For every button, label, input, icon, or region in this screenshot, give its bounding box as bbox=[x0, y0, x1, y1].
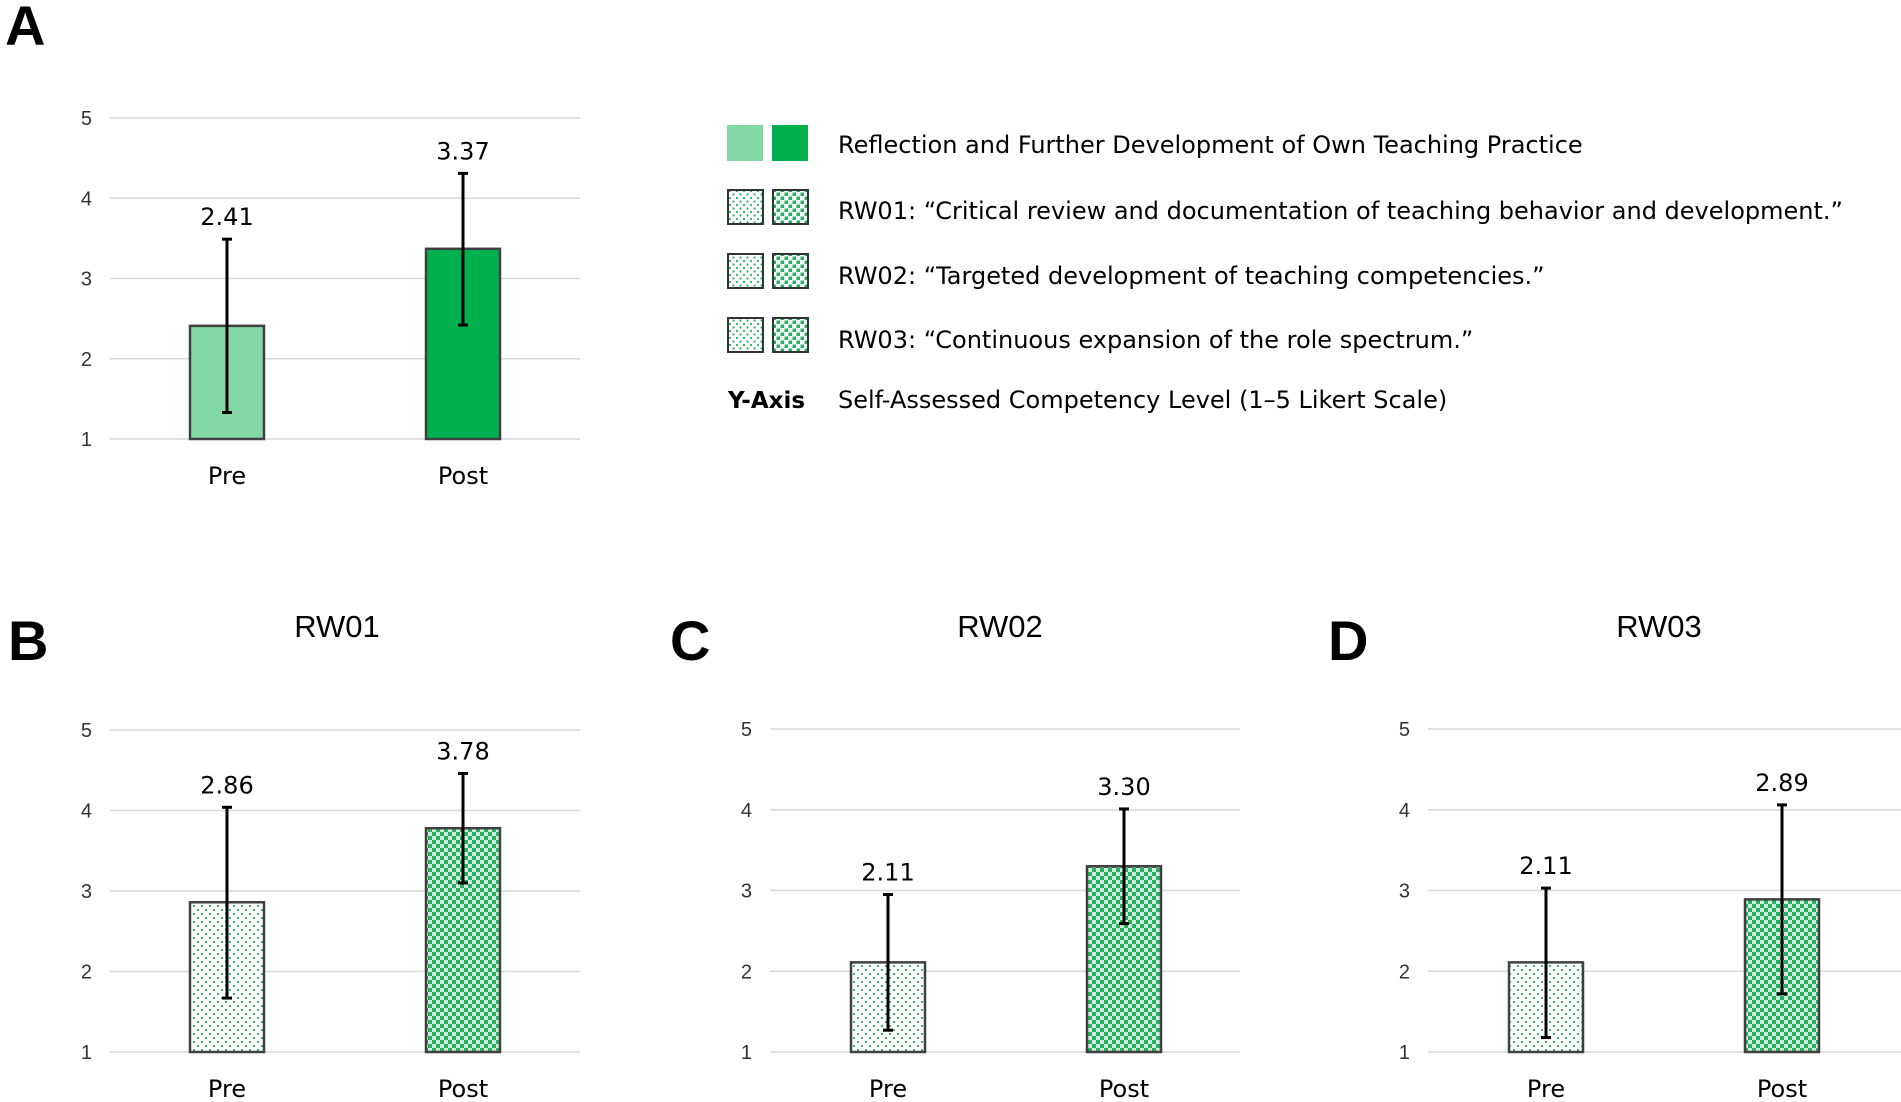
x-category-label: Post bbox=[437, 462, 489, 490]
legend-item-2: RW02: “Targeted development of teaching competencies.” bbox=[838, 262, 1545, 290]
legend-y-axis-key: Y-Axis bbox=[728, 388, 806, 414]
data-label: 2.11 bbox=[1519, 852, 1573, 881]
y-tick-label: 1 bbox=[80, 1042, 92, 1064]
chart-panel-c bbox=[741, 609, 1240, 1102]
legend-swatch-post-pattern bbox=[773, 190, 808, 224]
legend-swatch-pre-pattern bbox=[728, 190, 763, 224]
panel-letter-c: C bbox=[670, 609, 711, 672]
y-tick-label: 2 bbox=[740, 961, 752, 984]
chart-title: RW02 bbox=[957, 609, 1043, 644]
x-category-label: Pre bbox=[207, 1075, 247, 1102]
y-tick-label: 1 bbox=[740, 1042, 752, 1064]
legend-swatch-post-pattern bbox=[773, 254, 808, 288]
data-label: 2.89 bbox=[1755, 768, 1809, 797]
legend bbox=[727, 125, 1843, 414]
y-tick-label: 3 bbox=[1398, 880, 1410, 903]
legend-swatch-pre-solid bbox=[727, 125, 763, 161]
data-label: 3.37 bbox=[436, 137, 490, 166]
data-label: 2.86 bbox=[200, 771, 254, 800]
y-tick-label: 5 bbox=[80, 108, 92, 130]
panel-letter-a: A bbox=[5, 0, 46, 57]
y-tick-label: 5 bbox=[1398, 719, 1410, 741]
panel-letter-d: D bbox=[1328, 609, 1369, 672]
legend-y-axis-text: Self-Assessed Competency Level (1–5 Likert Scale) bbox=[838, 386, 1448, 414]
y-tick-label: 2 bbox=[80, 961, 92, 984]
legend-swatch-pre-pattern bbox=[728, 318, 763, 352]
y-tick-label: 2 bbox=[1398, 961, 1410, 984]
chart-panel-b bbox=[81, 609, 580, 1102]
y-tick-label: 5 bbox=[80, 720, 92, 742]
y-tick-label: 3 bbox=[80, 881, 92, 903]
legend-item-0: Reflection and Further Development of Own Teaching Practice bbox=[838, 131, 1583, 159]
y-tick-label: 4 bbox=[1398, 799, 1410, 822]
y-tick-label: 3 bbox=[740, 880, 752, 903]
panel-letter-b: B bbox=[8, 609, 49, 672]
x-category-label: Post bbox=[1756, 1075, 1808, 1102]
y-tick-label: 1 bbox=[80, 429, 92, 451]
y-tick-label: 5 bbox=[740, 719, 752, 741]
x-category-label: Post bbox=[1098, 1075, 1150, 1102]
x-category-label: Post bbox=[437, 1075, 489, 1102]
y-tick-label: 4 bbox=[80, 188, 92, 211]
chart-panel-d bbox=[1399, 609, 1901, 1102]
chart-title: RW03 bbox=[1616, 609, 1702, 644]
y-tick-label: 2 bbox=[80, 348, 92, 371]
x-category-label: Pre bbox=[1526, 1075, 1566, 1102]
legend-item-3: RW03: “Continuous expansion of the role spectrum.” bbox=[838, 326, 1474, 354]
legend-item-1: RW01: “Critical review and documentation of teaching behavior and development.” bbox=[838, 197, 1843, 225]
x-category-label: Pre bbox=[868, 1075, 908, 1102]
y-tick-label: 3 bbox=[80, 268, 92, 291]
legend-swatch-pre-pattern bbox=[728, 254, 763, 288]
y-tick-label: 4 bbox=[740, 799, 752, 822]
x-category-label: Pre bbox=[207, 462, 247, 490]
data-label: 2.41 bbox=[200, 203, 254, 232]
data-label: 3.30 bbox=[1097, 772, 1151, 801]
data-label: 3.78 bbox=[436, 737, 490, 766]
y-tick-label: 1 bbox=[1398, 1042, 1410, 1064]
chart-panel-a bbox=[81, 108, 580, 490]
data-label: 2.11 bbox=[861, 858, 915, 887]
legend-swatch-post-pattern bbox=[773, 318, 808, 352]
legend-swatch-post-solid bbox=[772, 125, 808, 161]
y-tick-label: 4 bbox=[80, 800, 92, 823]
chart-title: RW01 bbox=[294, 609, 380, 644]
